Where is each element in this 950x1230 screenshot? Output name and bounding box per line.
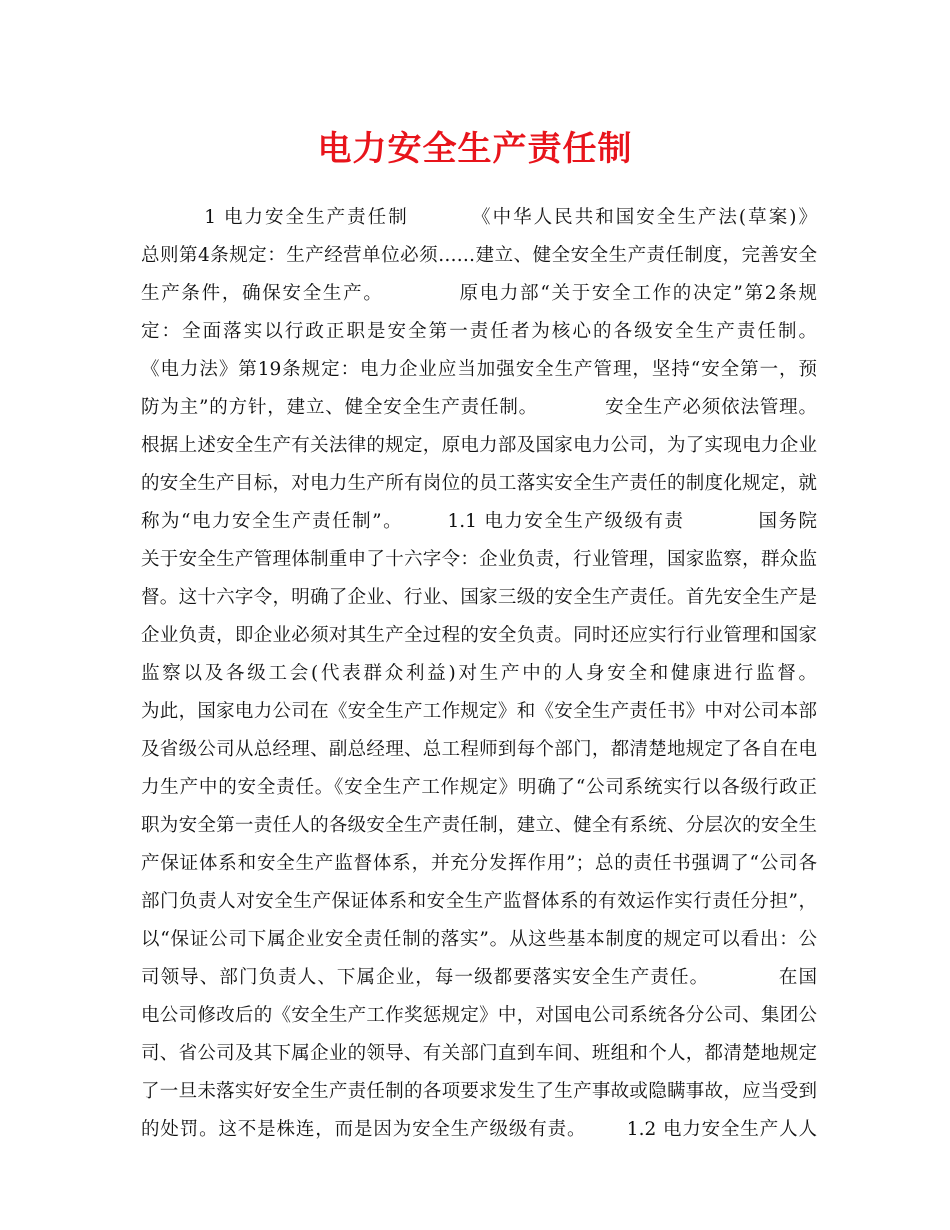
body-line: 以“保证公司下属企业安全责任制的落实”。从这些基本制度的规定可以看出：公 [141, 929, 817, 950]
body-line: 称为“电力安全生产责任制”。 1.1 电力安全生产级级有责 国务院 [141, 511, 817, 532]
body-line: 力生产中的安全责任。《安全生产工作规定》明确了“公司系统实行以各级行政正 [141, 777, 817, 798]
body-line: 电公司修改后的《安全生产工作奖惩规定》中，对国电公司系统各分公司、集团公 [141, 1005, 817, 1026]
body-line: 总则第4条规定：生产经营单位必须……建立、健全安全生产责任制度，完善安全 [141, 245, 817, 266]
body-line: 定：全面落实以行政正职是安全第一责任者为核心的各级安全生产责任制。 [141, 321, 817, 342]
body-line: 关于安全生产管理体制重申了十六字令：企业负责，行业管理，国家监察，群众监 [141, 549, 817, 570]
body-line: 1 电力安全生产责任制 《中华人民共和国安全生产法(草案)》 [141, 207, 817, 228]
body-line: 的处罚。这不是株连，而是因为安全生产级级有责。 1.2 电力安全生产人人 [141, 1119, 817, 1140]
body-line: 督。这十六字令，明确了企业、行业、国家三级的安全生产责任。首先安全生产是 [141, 587, 817, 608]
body-line: 司领导、部门负责人、下属企业，每一级都要落实安全生产责任。 在国 [141, 967, 817, 988]
body-line: 了一旦未落实好安全生产责任制的各项要求发生了生产事故或隐瞒事故，应当受到 [141, 1081, 817, 1102]
body-line: 及省级公司从总经理、副总经理、总工程师到每个部门，都清楚地规定了各自在电 [141, 739, 817, 760]
body-line: 职为安全第一责任人的各级安全生产责任制，建立、健全有系统、分层次的安全生 [141, 815, 817, 836]
body-line: 的安全生产目标，对电力生产所有岗位的员工落实安全生产责任的制度化规定，就 [141, 473, 817, 494]
document-title: 电力安全生产责任制 [317, 129, 633, 169]
body-line: 《电力法》第19条规定：电力企业应当加强安全生产管理，坚持“安全第一，预 [141, 359, 817, 380]
body-line: 为此，国家电力公司在《安全生产工作规定》和《安全生产责任书》中对公司本部 [141, 701, 817, 722]
body-line: 生产条件，确保安全生产。 原电力部“关于安全工作的决定”第2条规 [141, 283, 817, 304]
body-line: 企业负责，即企业必须对其生产全过程的安全负责。同时还应实行行业管理和国家 [141, 625, 817, 646]
body-line: 部门负责人对安全生产保证体系和安全生产监督体系的有效运作实行责任分担”， [141, 891, 817, 912]
body-line: 防为主”的方针，建立、健全安全生产责任制。 安全生产必须依法管理。 [141, 397, 817, 418]
body-line: 产保证体系和安全生产监督体系，并充分发挥作用”；总的责任书强调了“公司各 [141, 853, 817, 874]
body-line: 根据上述安全生产有关法律的规定，原电力部及国家电力公司，为了实现电力企业 [141, 435, 817, 456]
body-line: 监察以及各级工会(代表群众利益)对生产中的人身安全和健康进行监督。 [141, 663, 817, 684]
body-line: 司、省公司及其下属企业的领导、有关部门直到车间、班组和个人，都清楚地规定 [141, 1043, 817, 1064]
